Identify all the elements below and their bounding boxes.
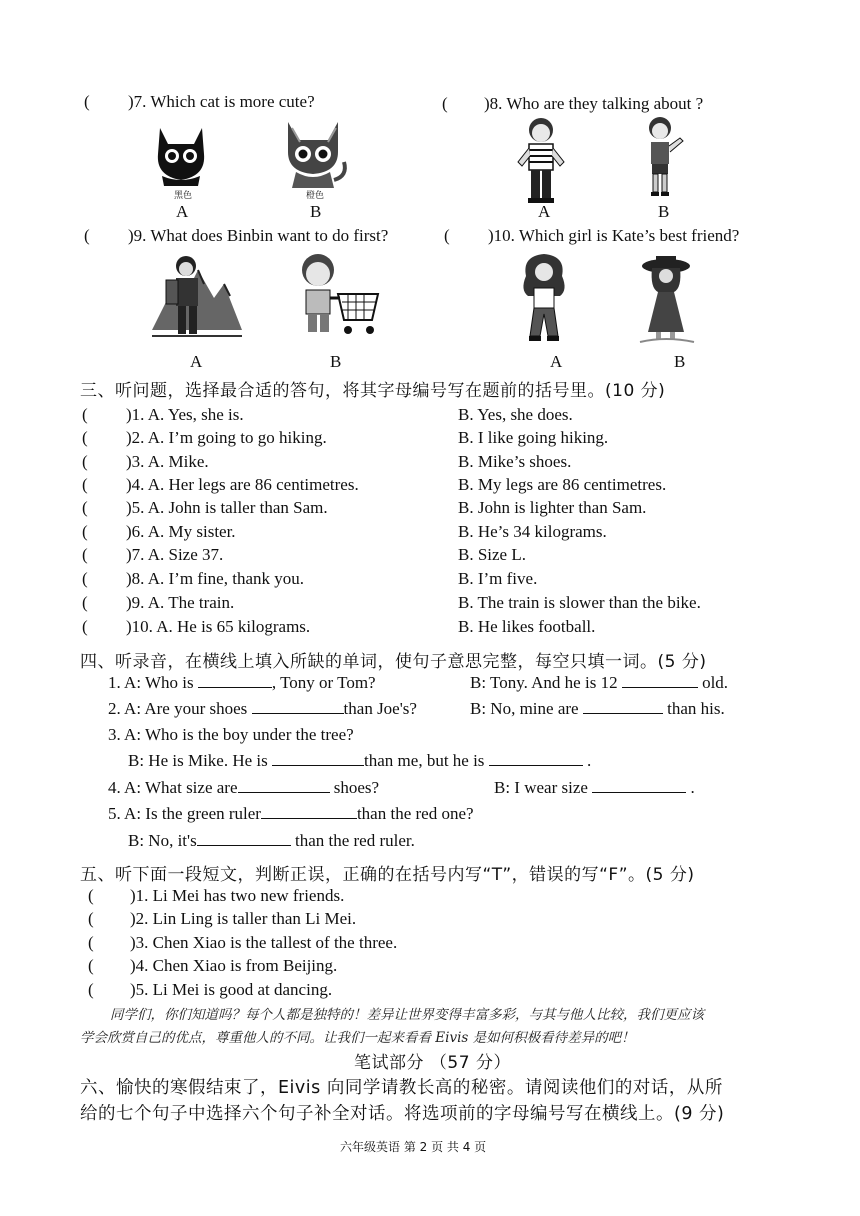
black-cat-image xyxy=(150,120,212,192)
choice-a: )9. A. The train. xyxy=(126,593,235,612)
note-line-2: 学会欣赏自己的优点，尊重他人的不同。让我们一起来看看 Eivis 是如何积极看待差异的吧！ xyxy=(80,1030,635,1046)
text: B: Tony. And he is 12 xyxy=(470,673,618,692)
choice-a: )1. A. Yes, she is. xyxy=(126,405,244,424)
option-a-label-q7: A xyxy=(176,202,189,221)
cat-b-caption: 橙色 xyxy=(306,191,325,201)
tf-item: )2. Lin Ling is taller than Li Mei. xyxy=(130,909,357,928)
cat-a-caption: 黑色 xyxy=(174,191,193,201)
answer-paren[interactable]: ( xyxy=(82,428,88,447)
blank[interactable] xyxy=(197,831,291,846)
answer-paren-q7[interactable]: ( xyxy=(84,92,90,111)
choice-b: B. My legs are 86 centimetres. xyxy=(458,475,667,494)
note-line-1: 同学们，你们知道吗？每个人都是独特的！差异让世界变得丰富多彩，与其与他人比较，我们更应该 xyxy=(110,1007,704,1023)
text: B: He is Mike. He is xyxy=(128,751,268,770)
answer-paren[interactable]: ( xyxy=(82,569,88,588)
blank[interactable] xyxy=(622,673,698,688)
choice-a: )6. A. My sister. xyxy=(126,522,236,541)
blank[interactable] xyxy=(272,751,364,766)
answer-paren[interactable]: ( xyxy=(82,593,88,612)
choice-b: B. He likes football. xyxy=(458,617,596,636)
boy-waving-image xyxy=(640,114,688,198)
text: 1. A: Who is xyxy=(108,673,194,692)
text: than Joe's? xyxy=(343,699,417,718)
answer-paren[interactable]: ( xyxy=(88,886,94,905)
text: B: I wear size xyxy=(494,778,588,797)
choice-b: B. Mike’s shoes. xyxy=(458,452,572,471)
choice-a: )5. A. John is taller than Sam. xyxy=(126,498,328,517)
choice-a: )4. A. Her legs are 86 centimetres. xyxy=(126,475,359,494)
answer-paren-q9[interactable]: ( xyxy=(84,226,90,245)
question-10-text: )10. Which girl is Kate’s best friend? xyxy=(488,226,740,245)
option-b-label-q8: B xyxy=(658,202,670,221)
text: B: No, it's xyxy=(128,831,197,850)
section-5-title: 五、听下面一段短文，判断正误，正确的在括号内写“T”，错误的写“F”。(5 分) xyxy=(80,865,695,885)
fill-line-1 xyxy=(108,673,376,693)
fill-line-5-b xyxy=(128,831,415,851)
text: than me, but he is xyxy=(364,751,485,770)
fill-line-3 xyxy=(108,725,354,745)
choice-b: B. I’m five. xyxy=(458,569,538,588)
answer-paren[interactable]: ( xyxy=(88,956,94,975)
option-a-label-q9: A xyxy=(190,352,203,371)
blank[interactable] xyxy=(592,778,686,793)
text: than the red ruler. xyxy=(294,831,415,850)
text: shoes? xyxy=(333,778,380,797)
option-a-label-q10: A xyxy=(550,352,563,371)
choice-b: B. John is lighter than Sam. xyxy=(458,498,647,517)
option-b-label-q7: B xyxy=(310,202,322,221)
section-6-line-1: 六、愉快的寒假结束了，Eivis 向同学请教长高的秘密。请阅读他们的对话，从所 xyxy=(80,1078,723,1098)
text: , Tony or Tom? xyxy=(271,673,376,692)
option-b-label-q10: B xyxy=(674,352,686,371)
orange-cat-image xyxy=(278,116,350,192)
fill-line-4-b xyxy=(494,778,695,798)
blank[interactable] xyxy=(238,778,330,793)
fill-line-1-b xyxy=(470,673,728,693)
question-9-text: )9. What does Binbin want to do first? xyxy=(128,226,389,245)
text: 2. A: Are your shoes xyxy=(108,699,248,718)
girl-with-hat-image xyxy=(636,252,698,344)
answer-paren[interactable]: ( xyxy=(82,452,88,471)
choice-b: B. He’s 34 kilograms. xyxy=(458,522,607,541)
fill-line-2-b xyxy=(470,699,725,719)
answer-paren[interactable]: ( xyxy=(82,617,88,636)
text: . xyxy=(586,751,592,770)
answer-paren[interactable]: ( xyxy=(88,980,94,999)
choice-a: )8. A. I’m fine, thank you. xyxy=(126,569,304,588)
text: than the red one? xyxy=(356,804,474,823)
boy-with-shopping-cart-image xyxy=(292,250,384,342)
text: than his. xyxy=(667,699,725,718)
answer-paren[interactable]: ( xyxy=(82,405,88,424)
tf-item: )5. Li Mei is good at dancing. xyxy=(130,980,333,999)
option-a-label-q8: A xyxy=(538,202,551,221)
text: . xyxy=(690,778,695,797)
choice-b: B. I like going hiking. xyxy=(458,428,609,447)
choice-b: B. The train is slower than the bike. xyxy=(458,593,701,612)
answer-paren-q10[interactable]: ( xyxy=(444,226,450,245)
question-7-text: )7. Which cat is more cute? xyxy=(128,92,315,111)
tf-item: )3. Chen Xiao is the tallest of the three. xyxy=(130,933,398,952)
blank[interactable] xyxy=(198,673,272,688)
fill-line-4 xyxy=(108,778,379,798)
answer-paren[interactable]: ( xyxy=(88,909,94,928)
choice-a: )3. A. Mike. xyxy=(126,452,209,471)
section-3-title: 三、听问题，选择最合适的答句，将其字母编号写在题前的括号里。(10 分) xyxy=(80,381,666,401)
choice-a: )7. A. Size 37. xyxy=(126,545,224,564)
choice-a: )10. A. He is 65 kilograms. xyxy=(126,617,311,636)
blank[interactable] xyxy=(261,804,357,819)
curly-hair-girl-image xyxy=(516,250,572,346)
answer-paren[interactable]: ( xyxy=(82,545,88,564)
choice-b: B. Size L. xyxy=(458,545,526,564)
blank[interactable] xyxy=(489,751,583,766)
tf-item: )1. Li Mei has two new friends. xyxy=(130,886,345,905)
page-footer: 六年级英语 第 2 页 共 4 页 xyxy=(340,1140,487,1154)
text: 3. A: Who is the boy under the tree? xyxy=(108,725,354,744)
text: B: No, mine are xyxy=(470,699,579,718)
section-6-line-2: 给的七个句子中选择六个句子补全对话。将选项前的字母编号写在横线上。(9 分) xyxy=(80,1104,725,1124)
fill-line-5 xyxy=(108,804,474,824)
option-b-label-q9: B xyxy=(330,352,342,371)
answer-paren[interactable]: ( xyxy=(82,498,88,517)
text: 5. A: Is the green ruler xyxy=(108,804,261,823)
answer-paren[interactable]: ( xyxy=(88,933,94,952)
fill-line-3-b xyxy=(128,751,591,771)
tf-item: )4. Chen Xiao is from Beijing. xyxy=(130,956,338,975)
answer-paren[interactable]: ( xyxy=(82,522,88,541)
text: 4. A: What size are xyxy=(108,778,238,797)
choice-a: )2. A. I’m going to go hiking. xyxy=(126,428,327,447)
section-4-title: 四、听录音，在横线上填入所缺的单词，使句子意思完整，每空只填一词。(5 分) xyxy=(80,652,707,672)
boy-striped-shirt-image xyxy=(512,114,570,204)
answer-paren[interactable]: ( xyxy=(82,475,88,494)
blank[interactable] xyxy=(252,699,344,714)
text: old. xyxy=(702,673,729,692)
written-part-heading: 笔试部分 （57 分） xyxy=(354,1053,511,1073)
choice-b: B. Yes, she does. xyxy=(458,405,573,424)
question-8-text: )8. Who are they talking about ? xyxy=(484,94,704,113)
blank[interactable] xyxy=(583,699,663,714)
answer-paren-q8[interactable]: ( xyxy=(442,94,448,113)
hiking-boy-image xyxy=(152,250,242,342)
fill-line-2 xyxy=(108,699,417,719)
